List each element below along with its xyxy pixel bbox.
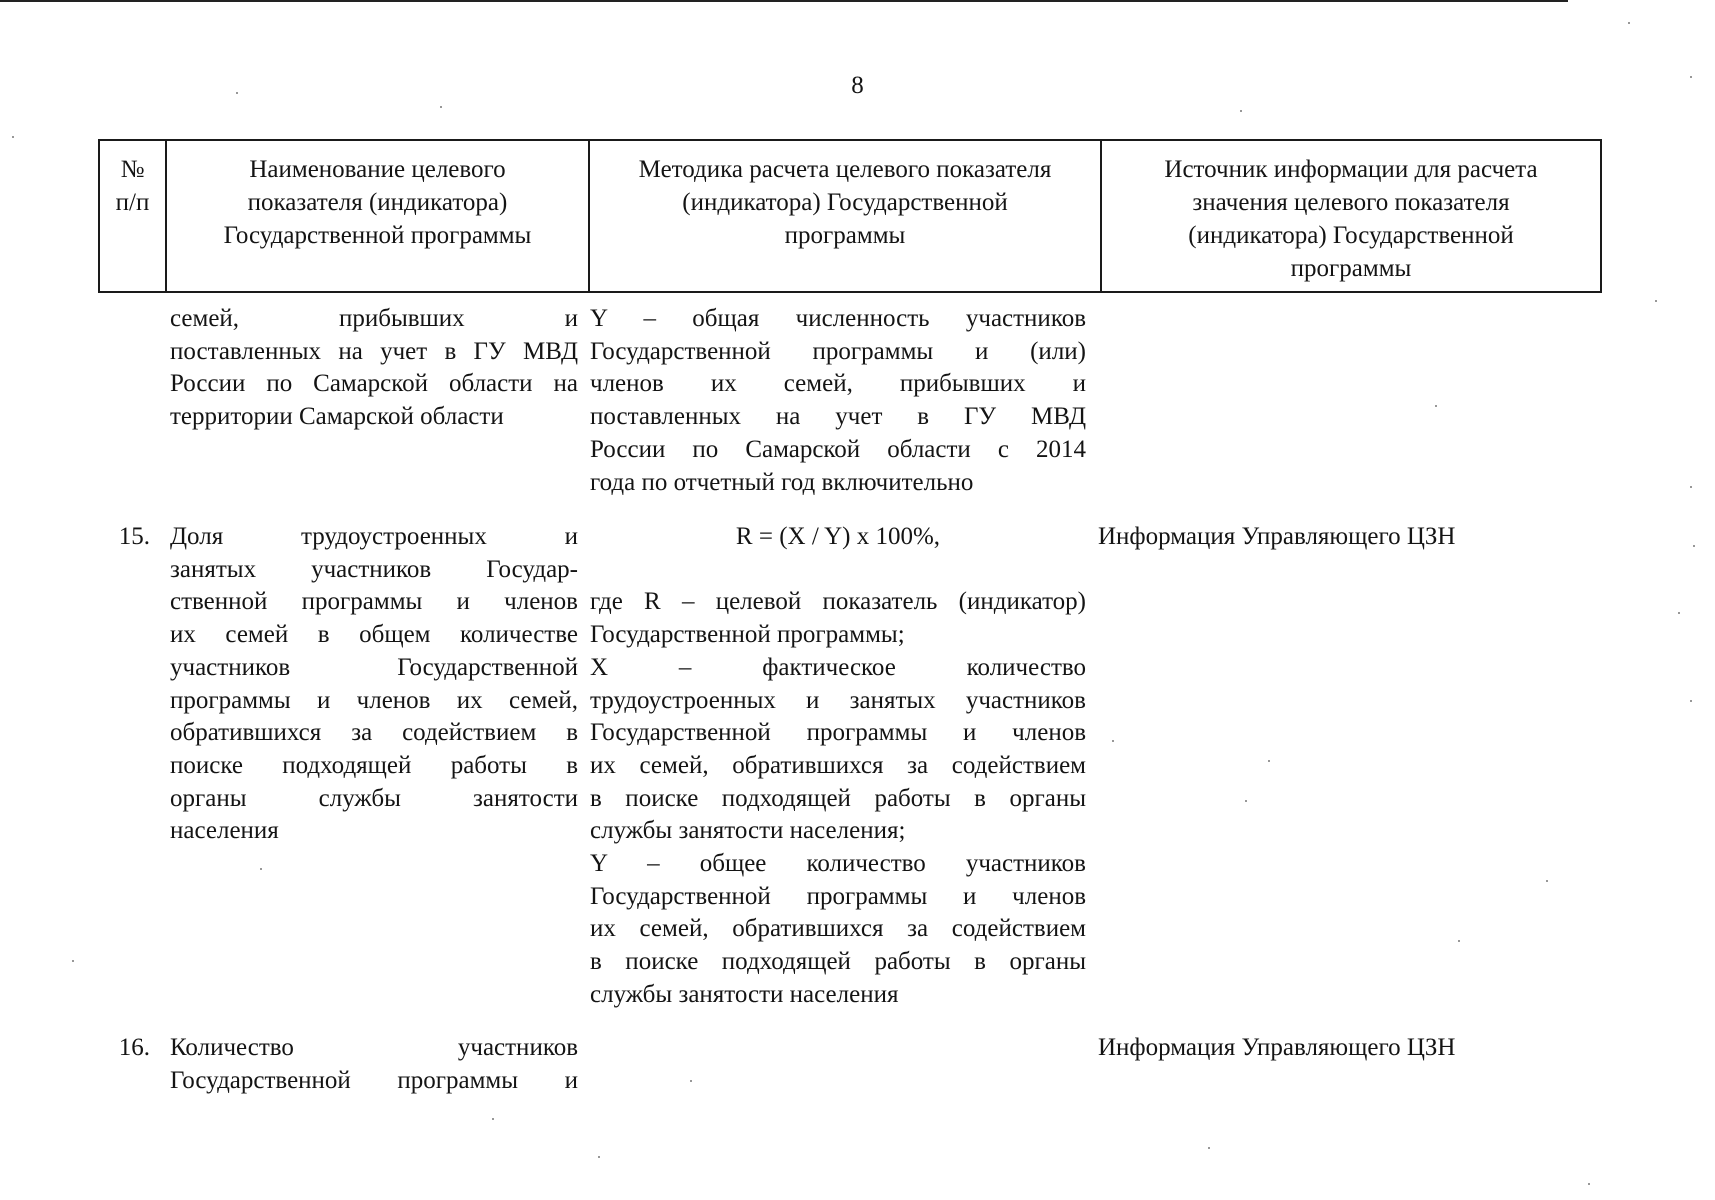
method-line: где R – целевой показатель (индикатор): [590, 588, 1086, 616]
formula: R = (X / Y) x 100%,: [735, 523, 941, 550]
header-cell-name: [166, 140, 589, 292]
method-line: поставленных на учет в ГУ МВД: [590, 403, 1086, 431]
row-number: 15.: [118, 523, 150, 550]
indicator-name-line: Доля трудоустроенных и: [170, 523, 578, 550]
method-line: в поиске подходящей работы в органы: [590, 784, 1086, 812]
indicator-name-line: участников Государственной: [170, 653, 578, 681]
method-line: их семей, обратившихся за содействием: [590, 915, 1086, 943]
indicator-name-line: Количество участников: [170, 1034, 578, 1061]
table-header: [98, 139, 1602, 293]
header-text: показателя (индикатора): [247, 189, 508, 216]
header-cell-source: [1101, 140, 1601, 292]
method-line: Государственной программы и членов: [590, 882, 1086, 910]
header-cell-method: [589, 140, 1101, 292]
indicator-name-line: семей, прибывших и: [170, 305, 578, 332]
row-number: 16.: [118, 1034, 150, 1061]
indicator-name-line: населения: [170, 817, 279, 845]
method-line: Y – общее количество участников: [590, 850, 1086, 878]
header-text: значения целевого показателя: [1192, 189, 1510, 216]
header-text: (индикатора) Государственной: [682, 189, 1008, 216]
header-text: №: [120, 156, 145, 183]
formula-spacer: [590, 554, 1086, 587]
header-text: Источник информации для расчета: [1164, 156, 1538, 183]
header-text: п/п: [115, 189, 150, 216]
indicator-name-line: занятых участников Государ-: [170, 555, 578, 583]
method-line: Y – общая численность участников: [590, 305, 1086, 332]
header-text: программы: [1290, 255, 1412, 282]
method-line: службы занятости населения;: [590, 817, 906, 845]
page-number: 8: [851, 72, 864, 99]
method-line: в поиске подходящей работы в органы: [590, 948, 1086, 976]
method-line: Государственной программы и (или): [590, 337, 1086, 365]
indicator-name-line: Государственной программы и: [170, 1066, 578, 1094]
info-source: Информация Управляющего ЦЗН: [1098, 523, 1456, 550]
method-line: года по отчетный год включительно: [590, 468, 974, 496]
indicator-name-line: территории Самарской области: [170, 403, 504, 431]
indicator-name-cell: [170, 1032, 578, 1097]
indicator-name-line: органы службы занятости: [170, 784, 578, 812]
indicator-name-line: России по Самарской области на: [170, 370, 578, 398]
method-line: службы занятости населения: [590, 980, 899, 1008]
indicator-name-line: ственной программы и членов: [170, 588, 578, 616]
indicator-name-line: обратившихся за содействием в: [170, 719, 578, 747]
method-line: Государственной программы и членов: [590, 719, 1086, 747]
info-source: Информация Управляющего ЦЗН: [1098, 1034, 1456, 1061]
indicator-name-line: поставленных на учет в ГУ МВД: [170, 337, 578, 365]
indicator-name-line: программы и членов их семей,: [170, 686, 578, 714]
indicator-name-cell: [170, 303, 578, 434]
method-line: X – фактическое количество: [590, 653, 1086, 681]
indicator-name-line: их семей в общем количестве: [170, 621, 578, 649]
header-text: (индикатора) Государственной: [1188, 222, 1514, 249]
indicator-name-line: поиске подходящей работы в: [170, 751, 578, 779]
method-line: членов их семей, прибывших и: [590, 370, 1086, 398]
top-border-line: [0, 0, 1568, 2]
method-line: России по Самарской области с 2014: [590, 435, 1086, 463]
method-line: трудоустроенных и занятых участников: [590, 686, 1086, 714]
header-text: программы: [784, 222, 906, 249]
header-row: [99, 140, 1601, 292]
indicator-name-cell: [170, 521, 578, 848]
header-cell-num: [99, 140, 166, 292]
method-line: их семей, обратившихся за содействием: [590, 751, 1086, 779]
method-line: Государственной программы;: [590, 621, 905, 649]
header-text: Методика расчета целевого показателя: [638, 156, 1052, 183]
header-text: Государственной программы: [223, 222, 532, 249]
method-cell: [590, 521, 1086, 1012]
header-text: Наименование целевого: [249, 156, 506, 183]
method-cell: [590, 303, 1086, 499]
